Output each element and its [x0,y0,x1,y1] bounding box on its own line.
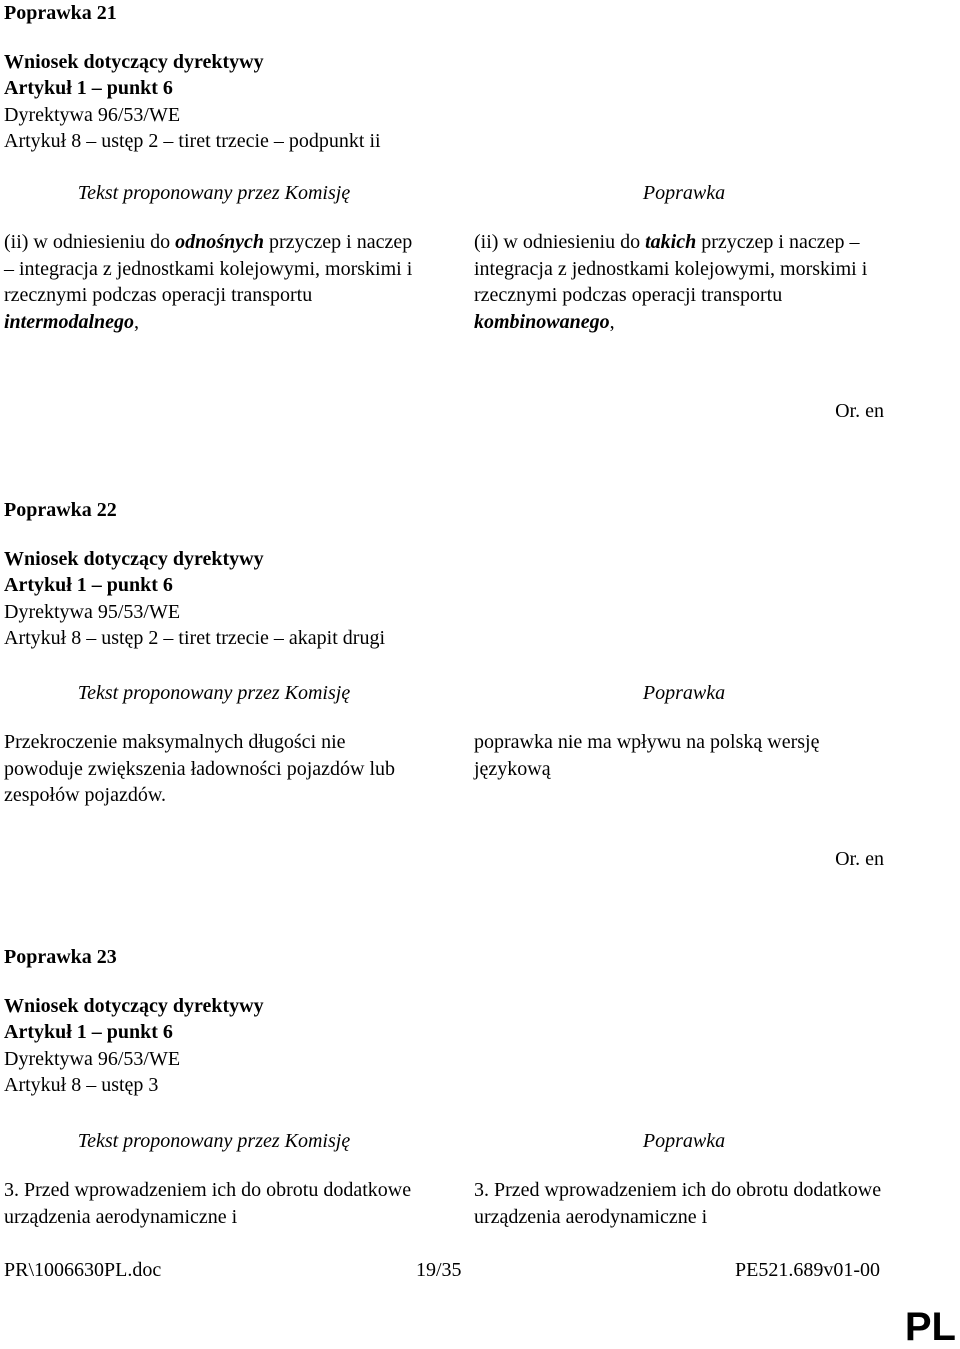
amendment-text: 3. Przed wprowadzeniem ich do obrotu dodatkowe urządzenia aerodynamiczne i [474,1179,882,1228]
original-language: Or. en [835,400,884,422]
amendment-reference [4,49,884,155]
reference-line: Artykuł 8 – ustęp 2 – tiret trzecie – podpunkt ii [4,130,381,152]
amendment-title: Poprawka 23 [4,946,117,968]
amendment-text: poprawka nie ma wpływu na polską wersję językową [474,731,820,780]
amendment-reference [4,546,884,652]
amendment-23 [4,944,884,1099]
amendment-text: (ii) w odniesieniu do takich przyczep i naczep – integracja z jednostkami kolejowymi, morskimi i rzecznymi podczas operacji transportu kombinowanego, [474,231,868,333]
page-number: 19/35 [416,1259,462,1281]
commission-text: 3. Przed wprowadzeniem ich do obrotu dodatkowe urządzenia aerodynamiczne i [4,1179,412,1228]
column-heading: Tekst proponowany przez Komisję [77,682,351,704]
column-heading: Poprawka [642,1130,726,1152]
column-heading: Tekst proponowany przez Komisję [77,1130,351,1152]
amendment-21 [4,0,884,155]
amendment-22 [4,497,884,652]
column-heading: Poprawka [642,182,726,204]
language-code: PL [904,1305,956,1349]
reference-line: Dyrektywa 96/53/WE [4,103,181,126]
document-filename: PR\1006630PL.doc [4,1259,162,1281]
commission-text-column [4,1128,424,1230]
document-reference: PE521.689v01-00 [735,1259,880,1281]
reference-line: Wniosek dotyczący dyrektywy [4,994,264,1017]
reference-line: Artykuł 1 – punkt 6 [4,1021,173,1043]
reference-line: Wniosek dotyczący dyrektywy [4,547,264,570]
changed-word: odnośnych [175,231,264,253]
reference-line: Dyrektywa 95/53/WE [4,600,181,623]
changed-word: takich [645,231,697,253]
commission-text: (ii) w odniesieniu do odnośnych przyczep i naczep – integracja z jednostkami kolejowymi, morskimi i rzecznymi podczas operacji transportu intermodalnego, [4,231,413,333]
amendment-title: Poprawka 21 [4,2,117,24]
amendment-title: Poprawka 22 [4,499,117,521]
reference-line: Artykuł 8 – ustęp 3 [4,1074,159,1096]
commission-text-column [4,180,424,335]
amendment-text-column [474,180,894,335]
amendment-text-column [474,1128,894,1230]
changed-word: intermodalnego [4,310,135,333]
reference-line: Artykuł 1 – punkt 6 [4,77,173,99]
original-language: Or. en [835,848,884,870]
changed-word: kombinowanego [474,310,610,333]
reference-line: Dyrektywa 96/53/WE [4,1047,181,1070]
amendment-reference [4,993,884,1099]
commission-text-column [4,680,424,809]
page-footer [4,1257,880,1283]
column-heading: Tekst proponowany przez Komisję [77,182,351,204]
commission-text: Przekroczenie maksymalnych długości nie powoduje zwiększenia ładowności pojazdów lub zespołów pojazdów. [4,731,396,806]
reference-line: Wniosek dotyczący dyrektywy [4,50,264,73]
column-heading: Poprawka [642,682,726,704]
amendment-text-column [474,680,894,782]
reference-line: Artykuł 1 – punkt 6 [4,574,173,596]
reference-line: Artykuł 8 – ustęp 2 – tiret trzecie – akapit drugi [4,627,386,649]
